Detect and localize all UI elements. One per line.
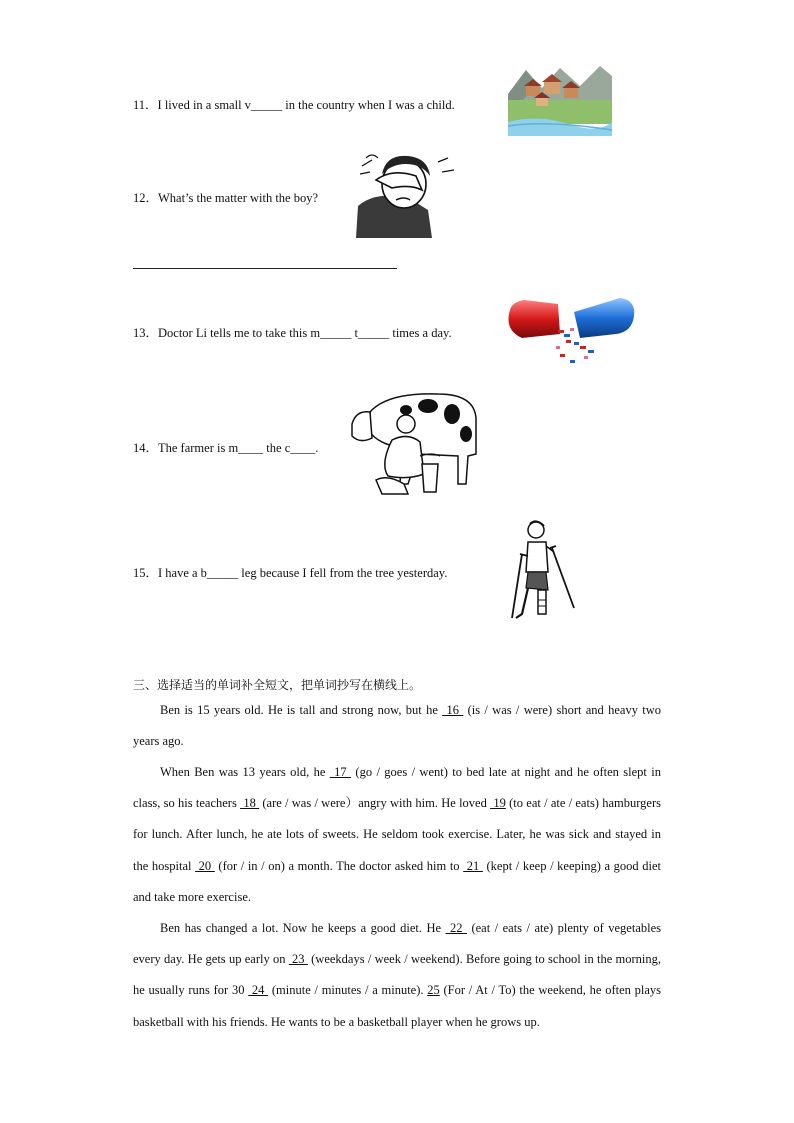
village-picture <box>508 64 612 136</box>
question-11: 11．I lived in a small v_____ in the country when I was a child. <box>133 98 455 112</box>
text: (are / was / were）angry with him. He loved <box>259 796 491 811</box>
blank-19[interactable]: 19 <box>490 796 506 811</box>
text: Ben has changed a lot. Now he keeps a good diet. He <box>160 921 446 935</box>
text: (to eat / ate / eats) hamburgers for lunch. After lunch, he ate lots of sweets. He seldom took exercise. Later, he was sick and stayed in the hospital <box>133 796 662 873</box>
text: (For / At / To) the weekend, he often plays basketball with his friends. He wants to be a basketball player when he grows up. <box>133 983 661 1029</box>
paragraph-1 <box>133 695 661 757</box>
blank-20[interactable]: 20 <box>195 858 215 873</box>
blank-24[interactable]: 24 <box>248 983 269 998</box>
paragraph-2 <box>133 757 661 913</box>
boy-headache-picture <box>352 150 462 238</box>
blank-21[interactable]: 21 <box>463 858 483 873</box>
farmer-milking-cow-picture <box>348 384 482 502</box>
section-3-title: 三、选择适当的单词补全短文，把单词抄写在横线上。 <box>133 678 422 692</box>
text: (for / in / on) a month. The doctor asked him to <box>214 858 464 873</box>
blank-16[interactable]: 16 <box>442 703 464 717</box>
text: (minute / minutes / a minute). <box>268 983 428 998</box>
blank-23[interactable]: 23 <box>288 952 308 967</box>
text: (is / was / were) short and heavy two years ago. <box>133 703 662 749</box>
blank-18[interactable]: 18 <box>240 796 260 811</box>
blank-25[interactable]: 25 <box>427 983 440 998</box>
question-15: 15．I have a b_____ leg because I fell from the tree yesterday. <box>133 566 448 580</box>
text: Ben is 15 years old. He is tall and strong now, but he <box>160 703 443 717</box>
capsule-pill-picture <box>500 290 640 372</box>
text: (go / goes / went) to bed late at night and he often slept in class, so his teachers <box>133 765 661 811</box>
question-13: 13．Doctor Li tells me to take this m_____ t_____ times a day. <box>133 326 452 340</box>
text: (weekdays / week / weekend). Before going to school in the morning, he usually runs for 30 <box>133 952 662 998</box>
question-12: 12．What’s the matter with the boy? <box>133 191 319 205</box>
blank-22[interactable]: 22 <box>445 921 467 935</box>
text: (kept / keep / keeping) a good diet and take more exercise. <box>133 858 662 904</box>
text: When Ben was 13 years old, he <box>160 765 330 779</box>
paragraph-3 <box>133 913 661 1038</box>
text: (eat / eats / ate) plenty of vegetables every day. He gets up early on <box>133 921 662 967</box>
question-14: 14．The farmer is m____ the c____. <box>133 441 319 455</box>
answer-line-12 <box>133 268 397 269</box>
boy-on-crutches-picture <box>508 518 586 622</box>
blank-17[interactable]: 17 <box>329 765 352 779</box>
